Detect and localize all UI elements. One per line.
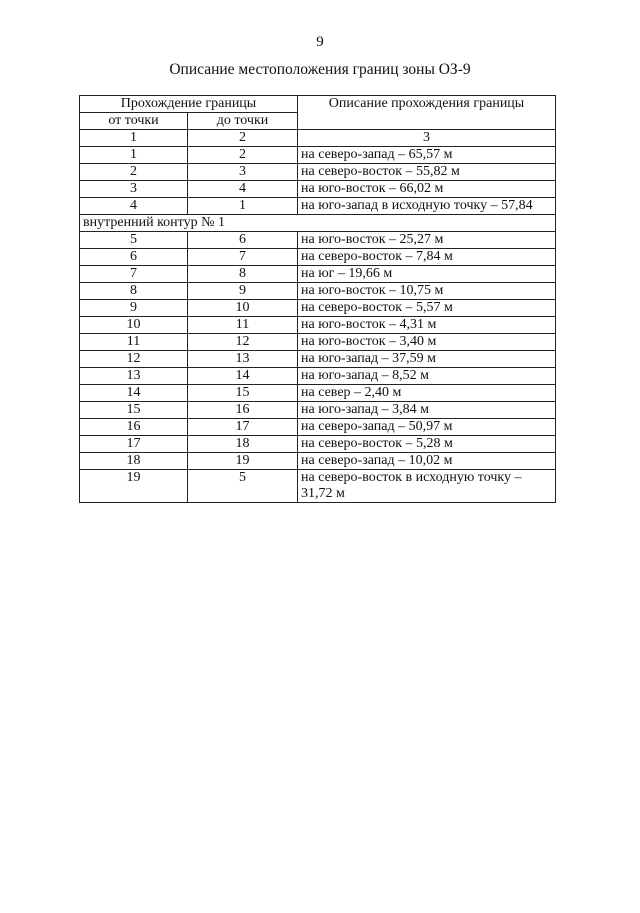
from-point-cell: 1 bbox=[80, 147, 188, 164]
table-row bbox=[80, 419, 556, 436]
table-row bbox=[80, 198, 556, 215]
table-row bbox=[80, 317, 556, 334]
description-cell: на юго-восток – 10,75 м bbox=[298, 283, 556, 300]
to-point-cell: 4 bbox=[188, 181, 298, 198]
to-point-cell: 15 bbox=[188, 385, 298, 402]
column-number: 3 bbox=[298, 130, 556, 147]
table-row bbox=[80, 453, 556, 470]
description-cell: на северо-запад – 65,57 м bbox=[298, 147, 556, 164]
description-cell: на юго-восток – 3,40 м bbox=[298, 334, 556, 351]
from-point-cell: 19 bbox=[80, 470, 188, 503]
description-cell: на юго-восток – 66,02 м bbox=[298, 181, 556, 198]
table-header-row bbox=[80, 96, 556, 113]
to-point-cell: 17 bbox=[188, 419, 298, 436]
inner-contour-label: внутренний контур № 1 bbox=[80, 215, 556, 232]
to-point-cell: 16 bbox=[188, 402, 298, 419]
to-point-cell: 18 bbox=[188, 436, 298, 453]
description-cell: на северо-запад – 50,97 м bbox=[298, 419, 556, 436]
from-point-cell: 6 bbox=[80, 249, 188, 266]
to-point-cell: 1 bbox=[188, 198, 298, 215]
description-cell: на северо-восток – 55,82 м bbox=[298, 164, 556, 181]
description-cell: на юго-запад – 37,59 м bbox=[298, 351, 556, 368]
header-from-point: от точки bbox=[80, 113, 188, 130]
description-cell: на юго-запад в исходную точку – 57,84 bbox=[298, 198, 556, 215]
description-cell: на юго-запад – 8,52 м bbox=[298, 368, 556, 385]
from-point-cell: 2 bbox=[80, 164, 188, 181]
to-point-cell: 11 bbox=[188, 317, 298, 334]
table-row bbox=[80, 436, 556, 453]
from-point-cell: 8 bbox=[80, 283, 188, 300]
to-point-cell: 12 bbox=[188, 334, 298, 351]
to-point-cell: 9 bbox=[188, 283, 298, 300]
table-row bbox=[80, 266, 556, 283]
to-point-cell: 3 bbox=[188, 164, 298, 181]
to-point-cell: 14 bbox=[188, 368, 298, 385]
table-row bbox=[80, 470, 556, 503]
page-number: 9 bbox=[316, 34, 324, 50]
from-point-cell: 5 bbox=[80, 232, 188, 249]
to-point-cell: 13 bbox=[188, 351, 298, 368]
table-row bbox=[80, 368, 556, 385]
table-row bbox=[80, 147, 556, 164]
to-point-cell: 2 bbox=[188, 147, 298, 164]
description-cell: на северо-восток – 5,28 м bbox=[298, 436, 556, 453]
from-point-cell: 10 bbox=[80, 317, 188, 334]
header-boundary-passage: Прохождение границы bbox=[80, 96, 298, 113]
from-point-cell: 9 bbox=[80, 300, 188, 317]
description-cell: на северо-восток – 7,84 м bbox=[298, 249, 556, 266]
to-point-cell: 19 bbox=[188, 453, 298, 470]
table-row bbox=[80, 385, 556, 402]
to-point-cell: 8 bbox=[188, 266, 298, 283]
header-description: Описание прохождения границы bbox=[298, 96, 556, 130]
to-point-cell: 6 bbox=[188, 232, 298, 249]
from-point-cell: 12 bbox=[80, 351, 188, 368]
inner-contour-row bbox=[80, 215, 556, 232]
table-row bbox=[80, 164, 556, 181]
description-cell: на юго-запад – 3,84 м bbox=[298, 402, 556, 419]
from-point-cell: 4 bbox=[80, 198, 188, 215]
table-row bbox=[80, 351, 556, 368]
description-cell: на юго-восток – 25,27 м bbox=[298, 232, 556, 249]
table-row bbox=[80, 249, 556, 266]
from-point-cell: 14 bbox=[80, 385, 188, 402]
column-number: 1 bbox=[80, 130, 188, 147]
description-cell: на юг – 19,66 м bbox=[298, 266, 556, 283]
from-point-cell: 15 bbox=[80, 402, 188, 419]
description-cell: на северо-восток – 5,57 м bbox=[298, 300, 556, 317]
description-cell: на северо-запад – 10,02 м bbox=[298, 453, 556, 470]
table-row bbox=[80, 334, 556, 351]
from-point-cell: 3 bbox=[80, 181, 188, 198]
description-cell: на юго-восток – 4,31 м bbox=[298, 317, 556, 334]
description-cell: на север – 2,40 м bbox=[298, 385, 556, 402]
table-row bbox=[80, 300, 556, 317]
from-point-cell: 16 bbox=[80, 419, 188, 436]
boundary-table bbox=[79, 95, 556, 503]
table-row bbox=[80, 181, 556, 198]
header-to-point: до точки bbox=[188, 113, 298, 130]
column-number: 2 bbox=[188, 130, 298, 147]
description-cell: на северо-восток в исходную точку – 31,72 м bbox=[298, 470, 556, 503]
from-point-cell: 17 bbox=[80, 436, 188, 453]
to-point-cell: 10 bbox=[188, 300, 298, 317]
from-point-cell: 7 bbox=[80, 266, 188, 283]
from-point-cell: 13 bbox=[80, 368, 188, 385]
table-row bbox=[80, 232, 556, 249]
to-point-cell: 7 bbox=[188, 249, 298, 266]
document-title: Описание местоположения границ зоны ОЗ-9 bbox=[169, 61, 471, 78]
table-row bbox=[80, 283, 556, 300]
column-numbering-row bbox=[80, 130, 556, 147]
from-point-cell: 11 bbox=[80, 334, 188, 351]
to-point-cell: 5 bbox=[188, 470, 298, 503]
from-point-cell: 18 bbox=[80, 453, 188, 470]
table-row bbox=[80, 402, 556, 419]
